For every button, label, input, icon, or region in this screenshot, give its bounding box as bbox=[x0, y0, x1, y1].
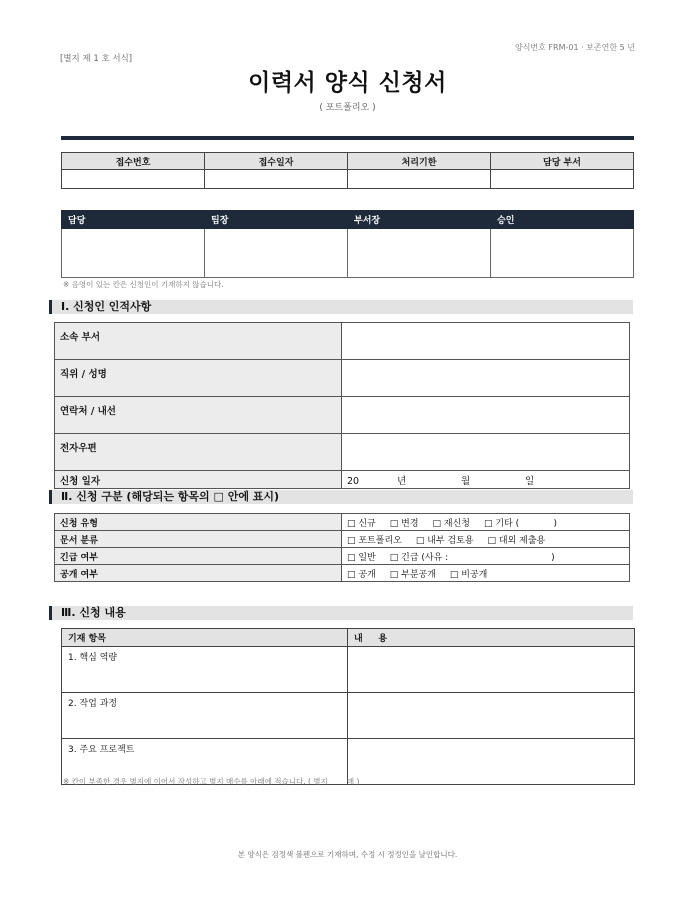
row-label: 신청 유형 bbox=[55, 514, 342, 531]
checkbox-option[interactable]: □ 내부 검토용 bbox=[415, 535, 474, 546]
row-label: 신청 일자 bbox=[55, 471, 342, 489]
checkbox-option[interactable]: □ 대외 제출용 bbox=[487, 535, 546, 546]
section-title: Ⅱ. 신청 구분 (해당되는 항목의 □ 안에 표시) bbox=[61, 490, 280, 503]
approval-table bbox=[61, 210, 634, 278]
shaded-cell-note: ※ 음영이 있는 칸은 신청인이 기재하지 않습니다. bbox=[63, 280, 224, 289]
checkbox-option[interactable]: □ 긴급 (사유 : ) bbox=[389, 552, 555, 563]
checkbox-option[interactable]: □ 포트폴리오 bbox=[347, 535, 402, 546]
checkbox-option[interactable]: □ 부분공개 bbox=[389, 569, 436, 580]
receipt-header: 담당 부서 bbox=[491, 153, 634, 170]
receipt-header: 접수번호 bbox=[62, 153, 205, 170]
page-title: 이력서 양식 신청서 bbox=[248, 70, 447, 96]
checkbox-option[interactable]: □ 일반 bbox=[347, 552, 376, 563]
extra-sheet-note: ※ 칸이 부족한 경우 별지에 이어서 작성하고 별지 매수를 아래에 적습니다. ( 별지 매 ) bbox=[63, 777, 360, 786]
footer-note: 본 양식은 검정색 볼펜으로 기재하며, 수정 시 정정인을 날인합니다. bbox=[237, 850, 458, 859]
department-field[interactable] bbox=[491, 170, 634, 189]
receipt-header: 접수일자 bbox=[205, 153, 348, 170]
approval-sign-box[interactable] bbox=[62, 229, 205, 278]
position-name-input[interactable] bbox=[342, 360, 630, 397]
row-label: 소속 부서 bbox=[55, 323, 342, 360]
work-process-input[interactable] bbox=[348, 693, 635, 739]
option-group bbox=[342, 548, 630, 565]
core-competency-input[interactable] bbox=[348, 647, 635, 693]
option-group bbox=[342, 565, 630, 582]
approval-header: 부서장 bbox=[348, 211, 491, 229]
row-label: 연락처 / 내선 bbox=[55, 397, 342, 434]
approval-header: 팀장 bbox=[205, 211, 348, 229]
checkbox-option[interactable]: □ 신규 bbox=[347, 518, 376, 529]
section-header-applicant bbox=[49, 300, 633, 314]
section-title: Ⅲ. 신청 내용 bbox=[61, 606, 126, 619]
approval-sign-box[interactable] bbox=[348, 229, 491, 278]
email-input[interactable] bbox=[342, 434, 630, 471]
row-label: 긴급 여부 bbox=[55, 548, 342, 565]
row-label: 전자우편 bbox=[55, 434, 342, 471]
page-subtitle: ( 포트폴리오 ) bbox=[319, 103, 376, 113]
deadline-field[interactable] bbox=[348, 170, 491, 189]
date-month-label: 월 bbox=[461, 475, 471, 487]
content-header: 내 용 bbox=[348, 629, 635, 647]
checkbox-option[interactable]: □ 재신청 bbox=[432, 518, 470, 529]
row-label: 직위 / 성명 bbox=[55, 360, 342, 397]
main-project-input[interactable] bbox=[348, 739, 635, 785]
receipt-header: 처리기한 bbox=[348, 153, 491, 170]
checkbox-option[interactable]: □ 공개 bbox=[347, 569, 376, 580]
content-table bbox=[61, 628, 635, 785]
content-header: 기재 항목 bbox=[62, 629, 348, 647]
section-marker bbox=[49, 606, 52, 620]
department-input[interactable] bbox=[342, 323, 630, 360]
approval-sign-box[interactable] bbox=[205, 229, 348, 278]
section-marker bbox=[49, 300, 52, 314]
category-table bbox=[54, 513, 630, 582]
row-label: 공개 여부 bbox=[55, 565, 342, 582]
application-date-input[interactable] bbox=[342, 471, 630, 489]
contact-input[interactable] bbox=[342, 397, 630, 434]
content-item-label: 1. 핵심 역량 bbox=[62, 647, 348, 693]
section-header-content bbox=[49, 606, 633, 620]
form-meta: 양식번호 FRM-01 · 보존연한 5 년 bbox=[514, 43, 635, 52]
date-year-prefix: 20 bbox=[347, 475, 360, 487]
form-number: [별지 제 1 호 서식] bbox=[60, 54, 133, 64]
section-marker bbox=[49, 490, 52, 504]
checkbox-option[interactable]: □ 변경 bbox=[389, 518, 419, 529]
section-header-category bbox=[49, 490, 633, 504]
approval-sign-box[interactable] bbox=[491, 229, 634, 278]
date-year-label: 년 bbox=[397, 475, 407, 487]
approval-header: 승인 bbox=[491, 211, 634, 229]
content-item-label: 3. 주요 프로젝트 bbox=[62, 739, 348, 785]
receipt-table bbox=[61, 152, 634, 189]
receipt-number-field[interactable] bbox=[62, 170, 205, 189]
checkbox-option[interactable]: □ 기타 ( ) bbox=[483, 518, 557, 529]
applicant-table bbox=[54, 322, 630, 489]
section-title: Ⅰ. 신청인 인적사항 bbox=[61, 300, 152, 313]
row-label: 문서 분류 bbox=[55, 531, 342, 548]
option-group bbox=[342, 531, 630, 548]
date-day-label: 일 bbox=[525, 475, 535, 487]
approval-header: 담당 bbox=[62, 211, 205, 229]
content-item-label: 2. 작업 과정 bbox=[62, 693, 348, 739]
receipt-date-field[interactable] bbox=[205, 170, 348, 189]
checkbox-option[interactable]: □ 비공개 bbox=[449, 569, 488, 580]
title-divider bbox=[61, 136, 634, 140]
option-group bbox=[342, 514, 630, 531]
